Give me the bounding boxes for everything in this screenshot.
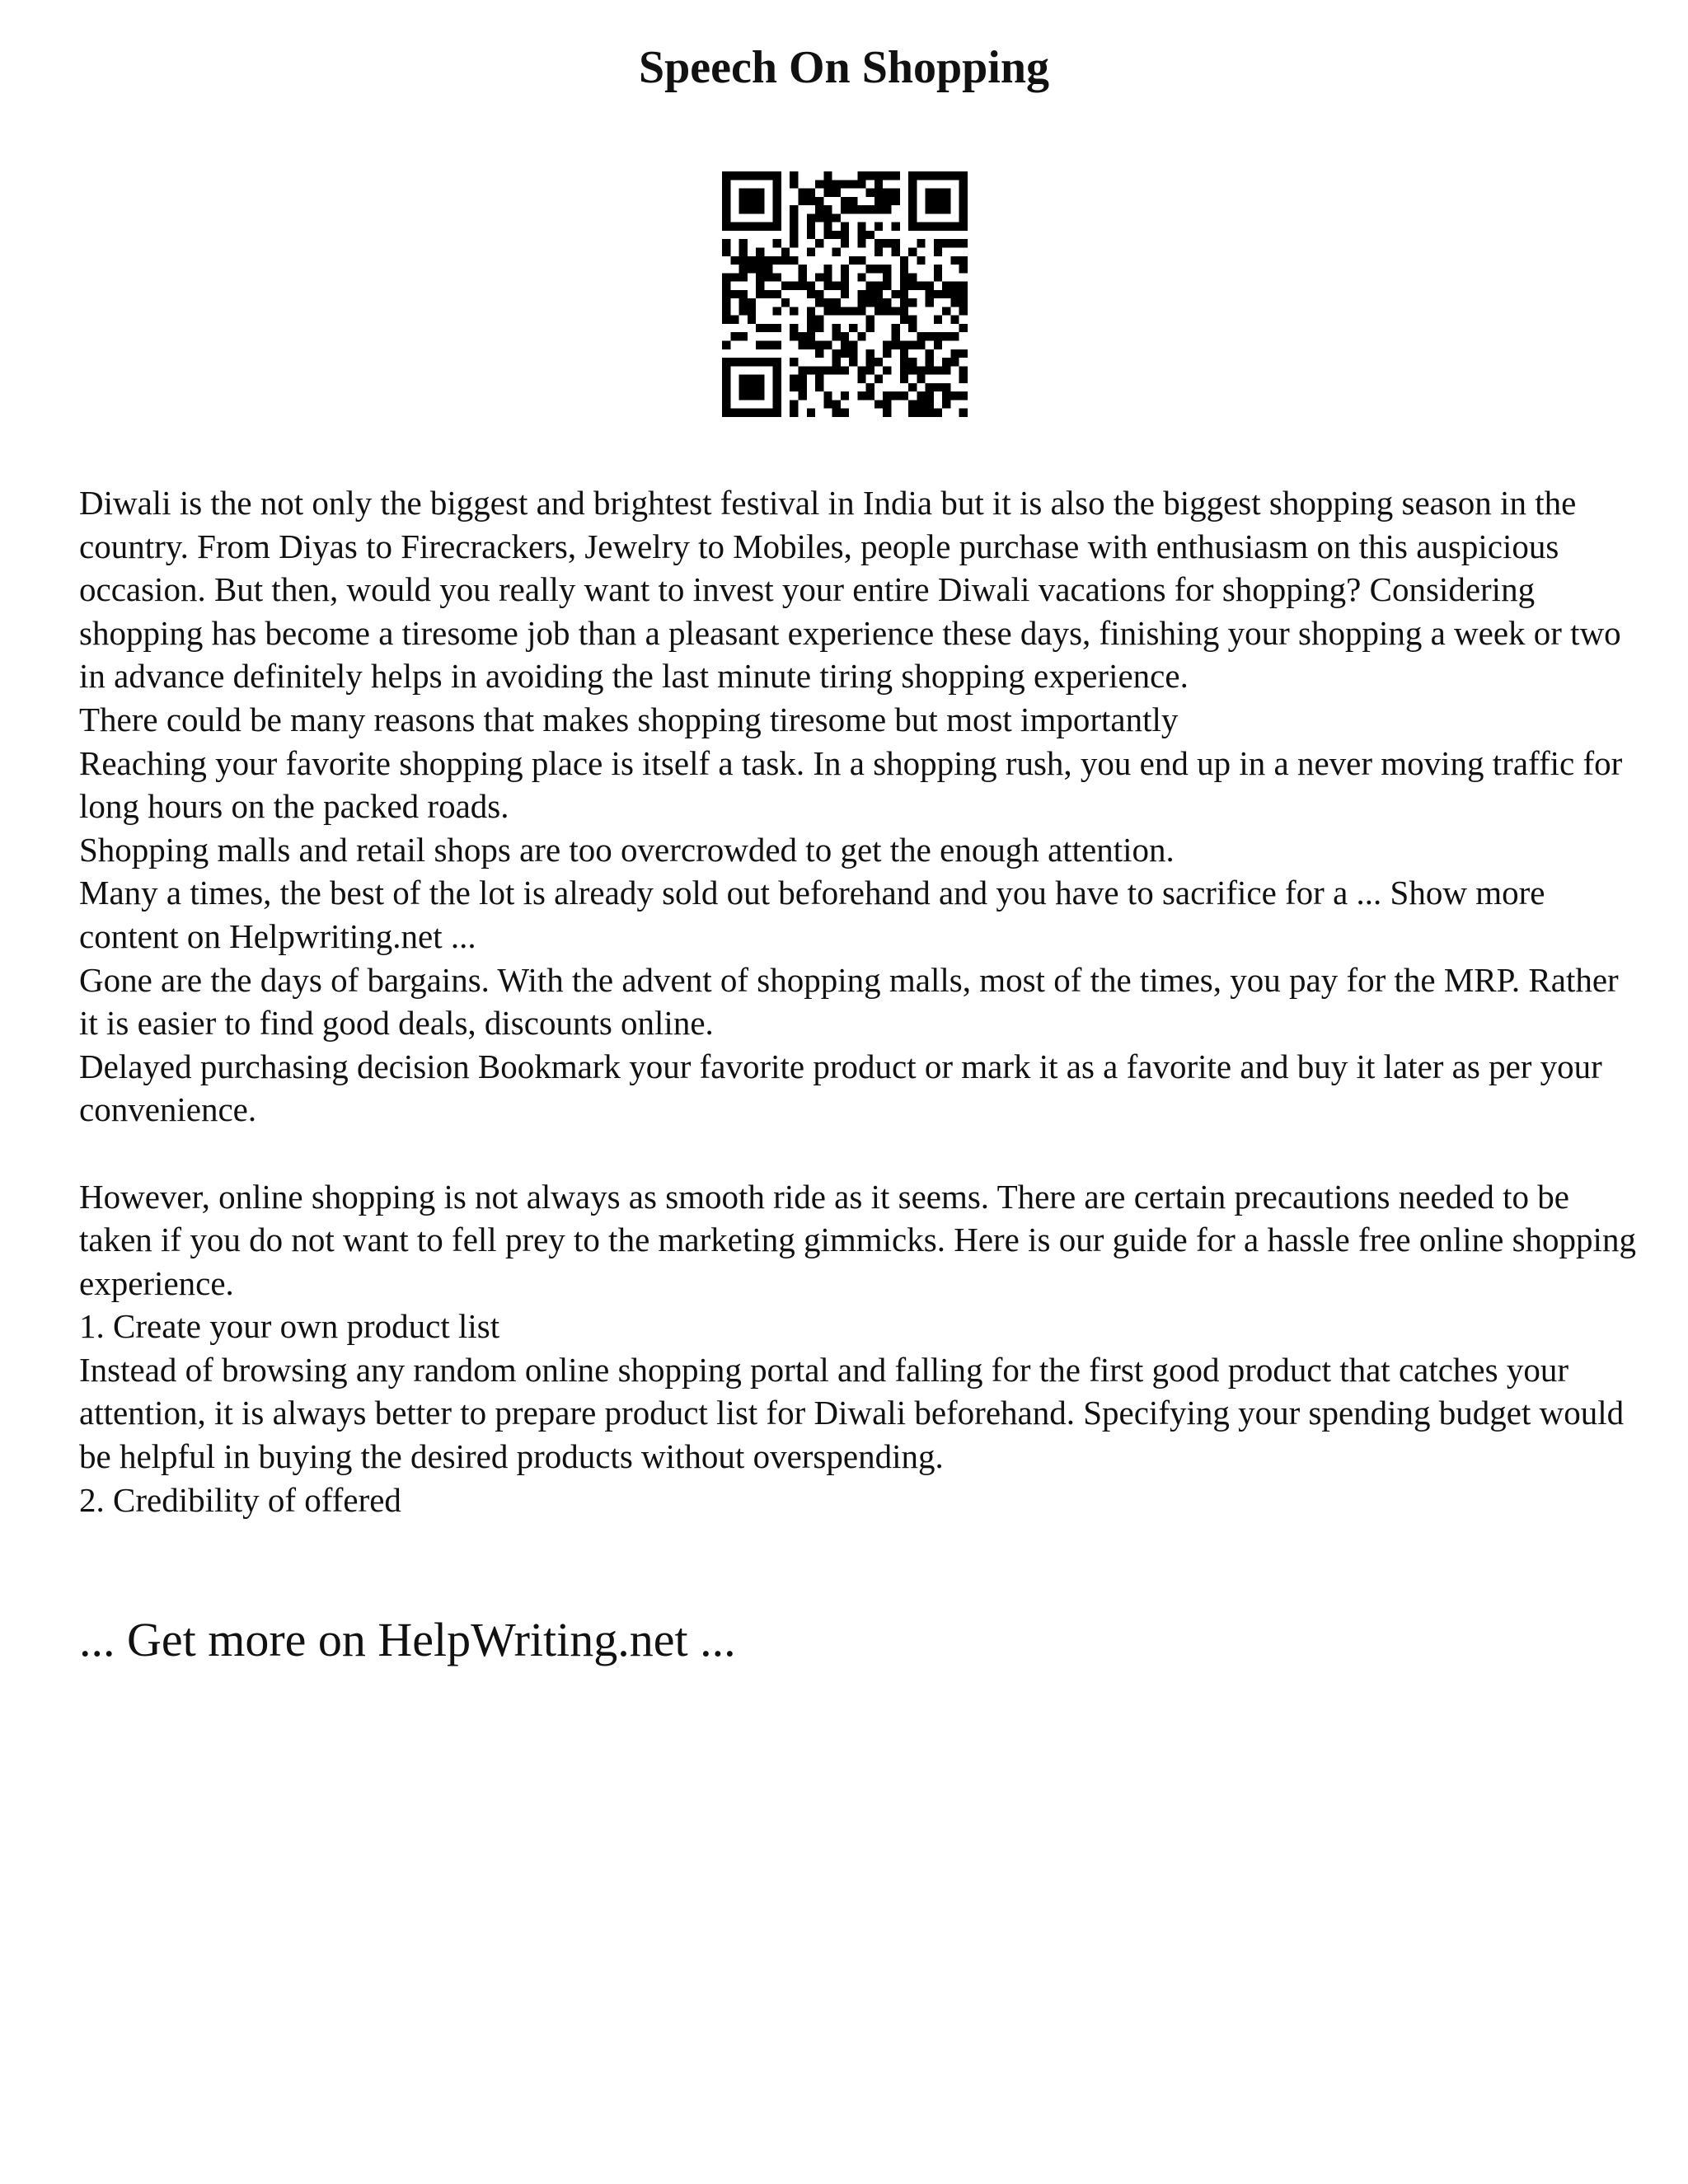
qr-code-icon <box>722 171 968 417</box>
paragraph-delayed-purchase: Delayed purchasing decision Bookmark your favorite product or mark it as a favorite and buy it later as per your convenience. <box>79 1047 1602 1129</box>
page-title: Speech On Shopping <box>639 42 1049 93</box>
paragraph-intro: Diwali is the not only the biggest and brightest festival in India but it is also the biggest shopping season in the country. From Diyas to Firecrackers, Jewelry to Mobiles, people purchase with enthusiasm on this auspicious occasion. But then, would you really want to invest your entire Diwali vacations for shopping? Considering shopping has become a tiresome job than a pleasant experience these days, finishing your shopping a week or two in advance definitely helps in avoiding the last minute tiring shopping experience. <box>79 484 1621 696</box>
paragraph-reasons: There could be many reasons that makes shopping tiresome but most importantly <box>79 700 1179 738</box>
paragraph-precautions: However, online shopping is not always as smooth ride as it seems. There are certain precautions needed to be taken if you do not want to fell prey to the marketing gimmicks. Here is our guide for a hassle free online shopping experience. <box>79 1177 1636 1302</box>
paragraph-bargains: Gone are the days of bargains. With the advent of shopping malls, most of the times, you pay for the MRP. Rather it is easier to find good deals, discounts online. <box>79 960 1619 1043</box>
paragraph-product-list: Instead of browsing any random online shopping portal and falling for the first good product that catches your attention, it is always better to prepare product list for Diwali beforehand. Specifying your spending budget would be helpful in buying the desired products without overspending. <box>79 1350 1625 1476</box>
list-item-credibility: 2. Credibility of offered <box>79 1480 401 1519</box>
qr-code-graphic <box>722 171 968 417</box>
paragraph-gap <box>79 1132 1637 1175</box>
get-more-link[interactable]: ... Get more on HelpWriting.net ... <box>79 1613 736 1666</box>
article-body <box>79 481 1637 1521</box>
list-item-product-list: 1. Create your own product list <box>79 1307 500 1346</box>
paragraph-traffic: Reaching your favorite shopping place is itself a task. In a shopping rush, you end up in a never moving traffic for long hours on the packed roads. <box>79 743 1623 826</box>
paragraph-crowds: Shopping malls and retail shops are too overcrowded to get the enough attention. <box>79 830 1175 869</box>
paragraph-sold-out: Many a times, the best of the lot is already sold out beforehand and you have to sacrifice for a ... Show more content on Helpwriting.net ... <box>79 874 1545 955</box>
